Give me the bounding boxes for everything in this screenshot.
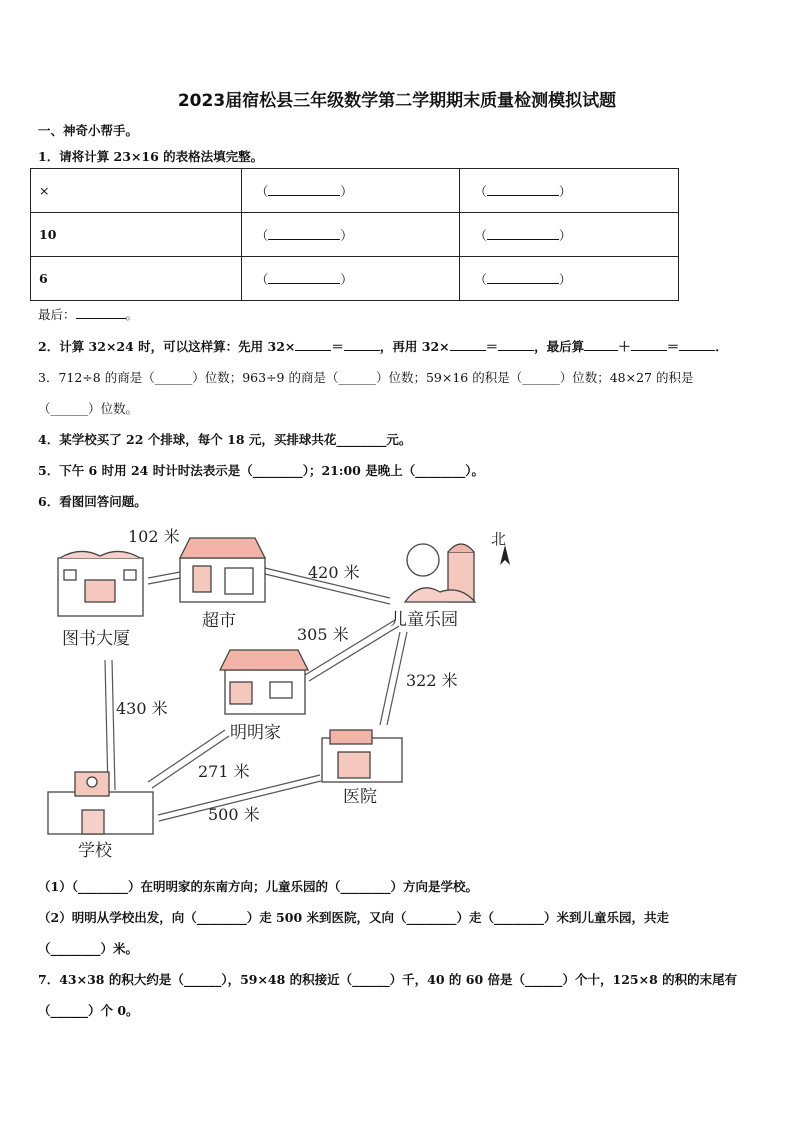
table-cell[interactable]: （ ） — [241, 213, 460, 257]
north-arrow-icon — [500, 545, 510, 565]
table-cell[interactable]: （ ） — [460, 169, 679, 213]
multiplication-table — [30, 168, 679, 301]
place-label: 学校 — [78, 841, 112, 861]
question-4: 4．某学校买了 22 个排球，每个 18 元，买排球共花________元。 — [38, 432, 412, 447]
question-5: 5．下午 6 时用 24 时计时法表示是（________）；21:00 是晚上（________）。 — [38, 463, 484, 478]
table-row — [31, 257, 679, 301]
table-head-cell: 10 — [31, 213, 242, 257]
distance-label: 322 米 — [406, 671, 458, 690]
table-row — [31, 213, 679, 257]
table-head-cell: × — [31, 169, 242, 213]
page-title: 2023届宿松县三年级数学第二学期期末质量检测模拟试题 — [177, 91, 617, 111]
supermarket-building — [180, 538, 265, 602]
section-heading: 一、神奇小帮手。 — [38, 123, 139, 138]
hospital-building — [322, 730, 402, 782]
question-7-line2: （______）个 0。 — [38, 1003, 139, 1018]
playground-building — [405, 544, 475, 602]
distance-label: 305 米 — [297, 625, 349, 644]
table-cell[interactable]: （ ） — [241, 169, 460, 213]
table-head-cell: 6 — [31, 257, 242, 301]
question-6-part2-line2: （________）米。 — [38, 941, 139, 956]
distance-label: 500 米 — [208, 805, 260, 824]
table-cell[interactable]: （ ） — [460, 257, 679, 301]
place-label: 明明家 — [230, 723, 281, 743]
north-label: 北 — [491, 530, 507, 548]
question-3-line2: （______）位数。 — [38, 401, 139, 416]
map-figure — [30, 520, 530, 865]
place-label: 超市 — [202, 611, 236, 631]
answer-blank[interactable] — [76, 318, 126, 319]
table-row — [31, 169, 679, 213]
table-cell[interactable]: （ ） — [241, 257, 460, 301]
question-2: 2．计算 32×24 时，可以这样算：先用 32× ＝ ，再用 32× ＝ ，最后算 ＋ ＝ ． — [38, 339, 728, 354]
question-6: 6．看图回答问题。 — [38, 494, 147, 509]
distance-label: 420 米 — [308, 563, 360, 582]
table-cell[interactable]: （ ） — [460, 213, 679, 257]
school-building — [48, 772, 153, 834]
question-6-part1: （1）（________）在明明家的东南方向；儿童乐园的（________）方向是学校。 — [38, 879, 478, 894]
home-building — [220, 650, 308, 714]
distance-label: 102 米 — [128, 527, 180, 546]
question-1: 1．请将计算 23×16 的表格法填完整。 — [38, 149, 264, 164]
question-3-line1: 3．712÷8 的商是（______）位数；963÷9 的商是（______）位数；59×16 的积是（______）位数；48×27 的积是 — [38, 370, 694, 385]
place-label: 儿童乐园 — [390, 610, 458, 630]
distance-label: 430 米 — [116, 699, 168, 718]
question-6-part2-line1: （2）明明从学校出发，向（________）走 500 米到医院，又向（________）走（________）米到儿童乐园，共走 — [38, 910, 669, 925]
place-label: 医院 — [343, 787, 377, 807]
distance-label: 271 米 — [198, 762, 250, 781]
library-building — [58, 551, 143, 616]
place-label: 图书大厦 — [62, 629, 130, 649]
question-7-line1: 7．43×38 的积大约是（______），59×48 的积接近（______）千，40 的 60 倍是（______）个十，125×8 的积的末尾有 — [38, 972, 738, 987]
last-step-line: 最后： 。 — [38, 307, 139, 322]
